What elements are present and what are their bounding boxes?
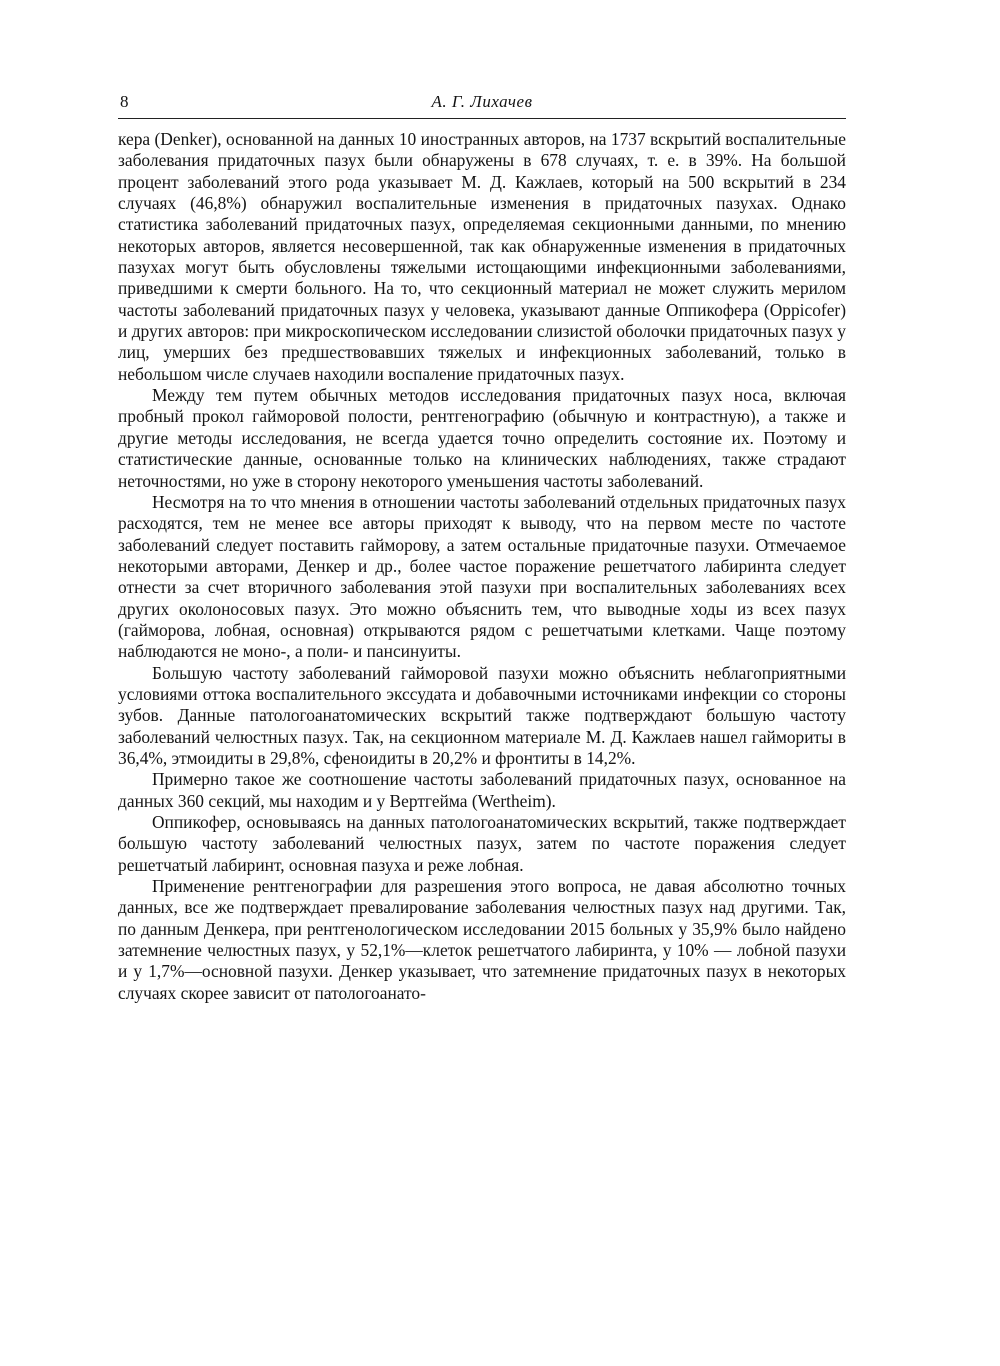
- paragraph-5: Примерно такое же соотношение частоты заболеваний придаточных пазух, основанное на данных 360 секций, мы находим и у Вертгейма (Wertheim).: [118, 769, 846, 811]
- paragraph-2: Между тем путем обычных методов исследования придаточных пазух носа, включая пробный прокол гайморовой полости, рентгенографию (обычную и контрастную), а также и другие методы исследования, не всегда удается точно определить состояние их. Поэтому и статистические данные, основанные только на клинических наблюдениях, также страдают неточностями, но уже в сторону некоторого уменьшения частоты заболеваний.: [118, 385, 846, 491]
- paragraph-6: Оппикофер, основываясь на данных патологоанатомических вскрытий, также подтверждает большую частоту заболеваний челюстных пазух, затем по частоте поражения следует решетчатый лабиринт, основная пазуха и реже лобная.: [118, 812, 846, 875]
- paragraph-4: Большую частоту заболеваний гайморовой пазухи можно объяснить неблагоприятными условиями оттока воспалительного экссудата и добавочными источниками инфекции со стороны зубов. Данные патологоанатомических вскрытий также подтверждают большую частоту заболеваний челюстных пазух. Так, на секционном материале М. Д. Кажлаев нашел гаймориты в 36,4%, этмоидиты в 29,8%, сфеноидиты в 20,2% и фронтиты в 14,2%.: [118, 662, 846, 768]
- page-number: 8: [120, 92, 129, 111]
- paragraph-3: Несмотря на то что мнения в отношении частоты заболеваний отдельных придаточных пазух расходятся, тем не менее все авторы приходят к выводу, что на первом месте по частоте заболеваний следует поставить гайморову, а затем остальные придаточные пазухи. Отмечаемое некоторыми авторами, Денкер и др., более частое поражение решетчатого лабиринта следует отнести за счет вторичного заболевания этой пазухи при воспалительных заболеваниях всех других околоносовых пазух. Это можно объяснить тем, что выводные ходы из всех пазух (гайморова, лобная, основная) открываются рядом с решетчатыми клетками. Чаще поэтому наблюдаются не моно-, а поли- и пансинуиты.: [118, 491, 846, 662]
- body-text: [118, 129, 846, 1004]
- book-page: [118, 88, 846, 1004]
- running-head: [118, 88, 846, 119]
- running-head-author: А. Г. Лихачев: [431, 92, 533, 111]
- paragraph-1: кера (Denker), основанной на данных 10 иностранных авторов, на 1737 вскрытий воспалительные заболевания придаточных пазух были обнаружены в 678 случаях, т. е. в 39%. На большой процент заболеваний этого рода указывает М. Д. Кажлаев, который на 500 вскрытий в 234 случаях (46,8%) обнаружил воспалительные изменения в придаточных пазухах. Однако статистика заболеваний придаточных пазух, определяемая секционными данными, по мнению некоторых авторов, является несовершенной, так как обнаруженные изменения в придаточных пазухах могут быть обусловлены тяжелыми истощающими инфекционными заболеваниями, приведшими к смерти больного. На то, что секционный материал не может служить мерилом частоты заболеваний придаточных пазух у человека, указывают данные Оппикофера (Oppicofer) и других авторов: при микроскопическом исследовании слизистой оболочки придаточных пазух у лиц, умерших без предшествовавших тяжелых и инфекционных заболеваний, только в небольшом числе случаев находили воспаление придаточных пазух.: [118, 129, 846, 384]
- paragraph-7: Применение рентгенографии для разрешения этого вопроса, не давая абсолютно точных данных, все же подтверждает превалирование заболевания челюстных пазух над другими. Так, по данным Денкера, при рентгенологическом исследовании 2015 больных у 35,9% было найдено затемнение челюстных пазух, у 52,1%—клеток решетчатого лабиринта, у 10% — лобной пазухи и у 1,7%—основной пазухи. Денкер указывает, что затемнение придаточных пазух в некоторых случаях скорее зависит от патологоанато-: [118, 876, 846, 1003]
